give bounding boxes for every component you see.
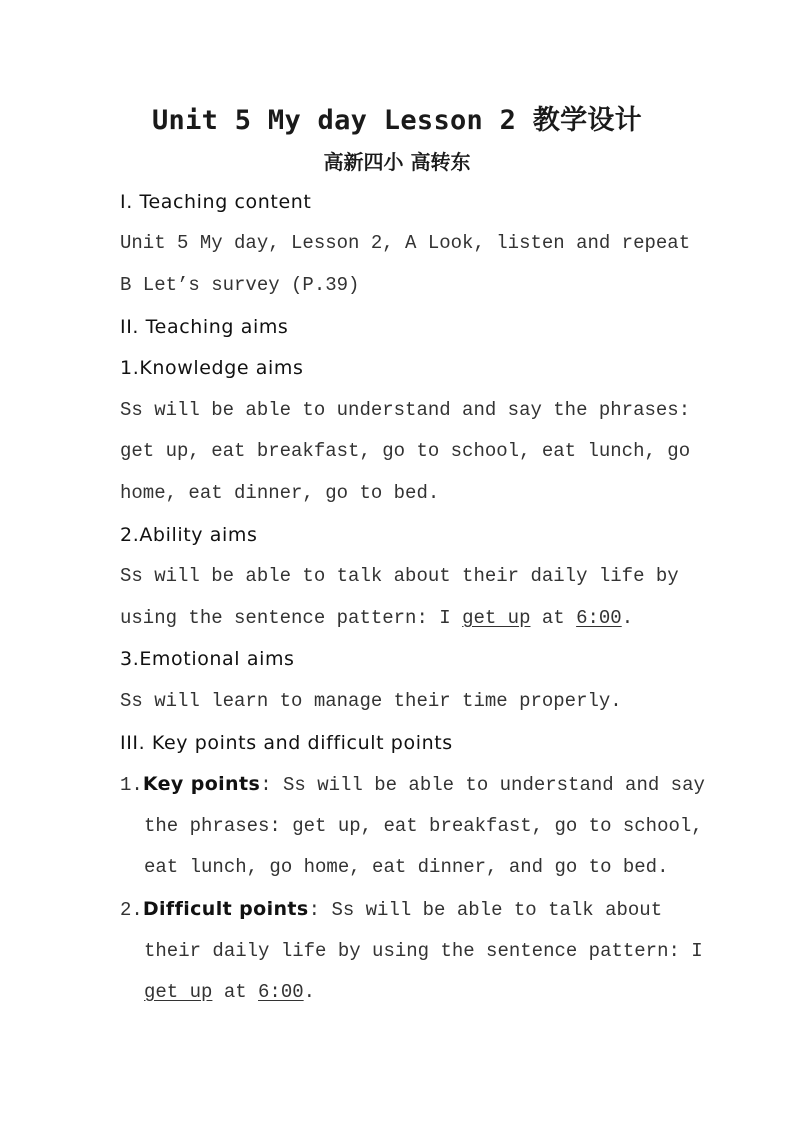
difficult-points-label: Difficult points bbox=[142, 898, 309, 920]
difficult-points-number: 2. bbox=[120, 899, 143, 921]
underlined-time-6-00-2: 6:00 bbox=[258, 981, 304, 1003]
section-heading-teaching-content: I. Teaching content bbox=[120, 191, 312, 213]
key-points-line-3: eat lunch, go home, eat dinner, and go to bed. bbox=[144, 856, 669, 878]
difficult-points-line-3-mid: at bbox=[212, 981, 259, 1003]
key-points-number: 1. bbox=[120, 774, 143, 796]
ability-aims-line-1: Ss will be able to talk about their daily life by bbox=[120, 565, 679, 587]
key-points-colon: : bbox=[260, 774, 283, 796]
key-points-text: Ss will be able to understand and say bbox=[283, 774, 705, 796]
difficult-points-line-1 bbox=[120, 897, 680, 922]
teaching-content-line-2: B Let’s survey (P.39) bbox=[120, 274, 360, 296]
section-heading-key-points: III. Key points and difficult points bbox=[120, 732, 453, 754]
underlined-phrase-get-up: get up bbox=[462, 607, 531, 629]
difficult-points-colon: : bbox=[308, 899, 332, 921]
teaching-content-line-1: Unit 5 My day, Lesson 2, A Look, listen and repeat bbox=[120, 232, 691, 254]
knowledge-aims-line-3: home, eat dinner, go to bed. bbox=[120, 482, 440, 504]
ability-aims-line-2 bbox=[120, 606, 680, 630]
subheading-emotional-aims: 3.Emotional aims bbox=[120, 648, 295, 670]
key-points-line-1 bbox=[120, 772, 705, 797]
knowledge-aims-line-1: Ss will be able to understand and say the phrases: bbox=[120, 399, 691, 421]
underlined-time-6-00: 6:00 bbox=[576, 607, 622, 629]
difficult-points-text: Ss will be able to talk about bbox=[331, 899, 663, 921]
ability-aims-line-2-mid: at bbox=[530, 607, 577, 629]
key-points-label: Key points bbox=[142, 773, 261, 795]
emotional-aims-line-1: Ss will learn to manage their time properly. bbox=[120, 690, 622, 712]
knowledge-aims-line-2: get up, eat breakfast, go to school, eat lunch, go bbox=[120, 440, 691, 462]
ability-aims-line-2-end: . bbox=[621, 607, 634, 629]
underlined-phrase-get-up-2: get up bbox=[144, 981, 213, 1003]
subheading-knowledge-aims: 1.Knowledge aims bbox=[120, 357, 304, 379]
document-title: Unit 5 My day Lesson 2 教学设计 bbox=[152, 105, 642, 136]
ability-aims-line-2-prefix: using the sentence pattern: I bbox=[120, 607, 463, 629]
section-heading-teaching-aims: II. Teaching aims bbox=[120, 316, 289, 338]
key-points-line-2: the phrases: get up, eat breakfast, go to school, bbox=[144, 815, 703, 837]
document-author: 高新四小 高转东 bbox=[323, 150, 471, 174]
subheading-ability-aims: 2.Ability aims bbox=[120, 524, 258, 546]
difficult-points-line-3-end: . bbox=[303, 981, 316, 1003]
difficult-points-line-3 bbox=[144, 980, 674, 1004]
difficult-points-line-2: their daily life by using the sentence pattern: I bbox=[144, 940, 703, 962]
